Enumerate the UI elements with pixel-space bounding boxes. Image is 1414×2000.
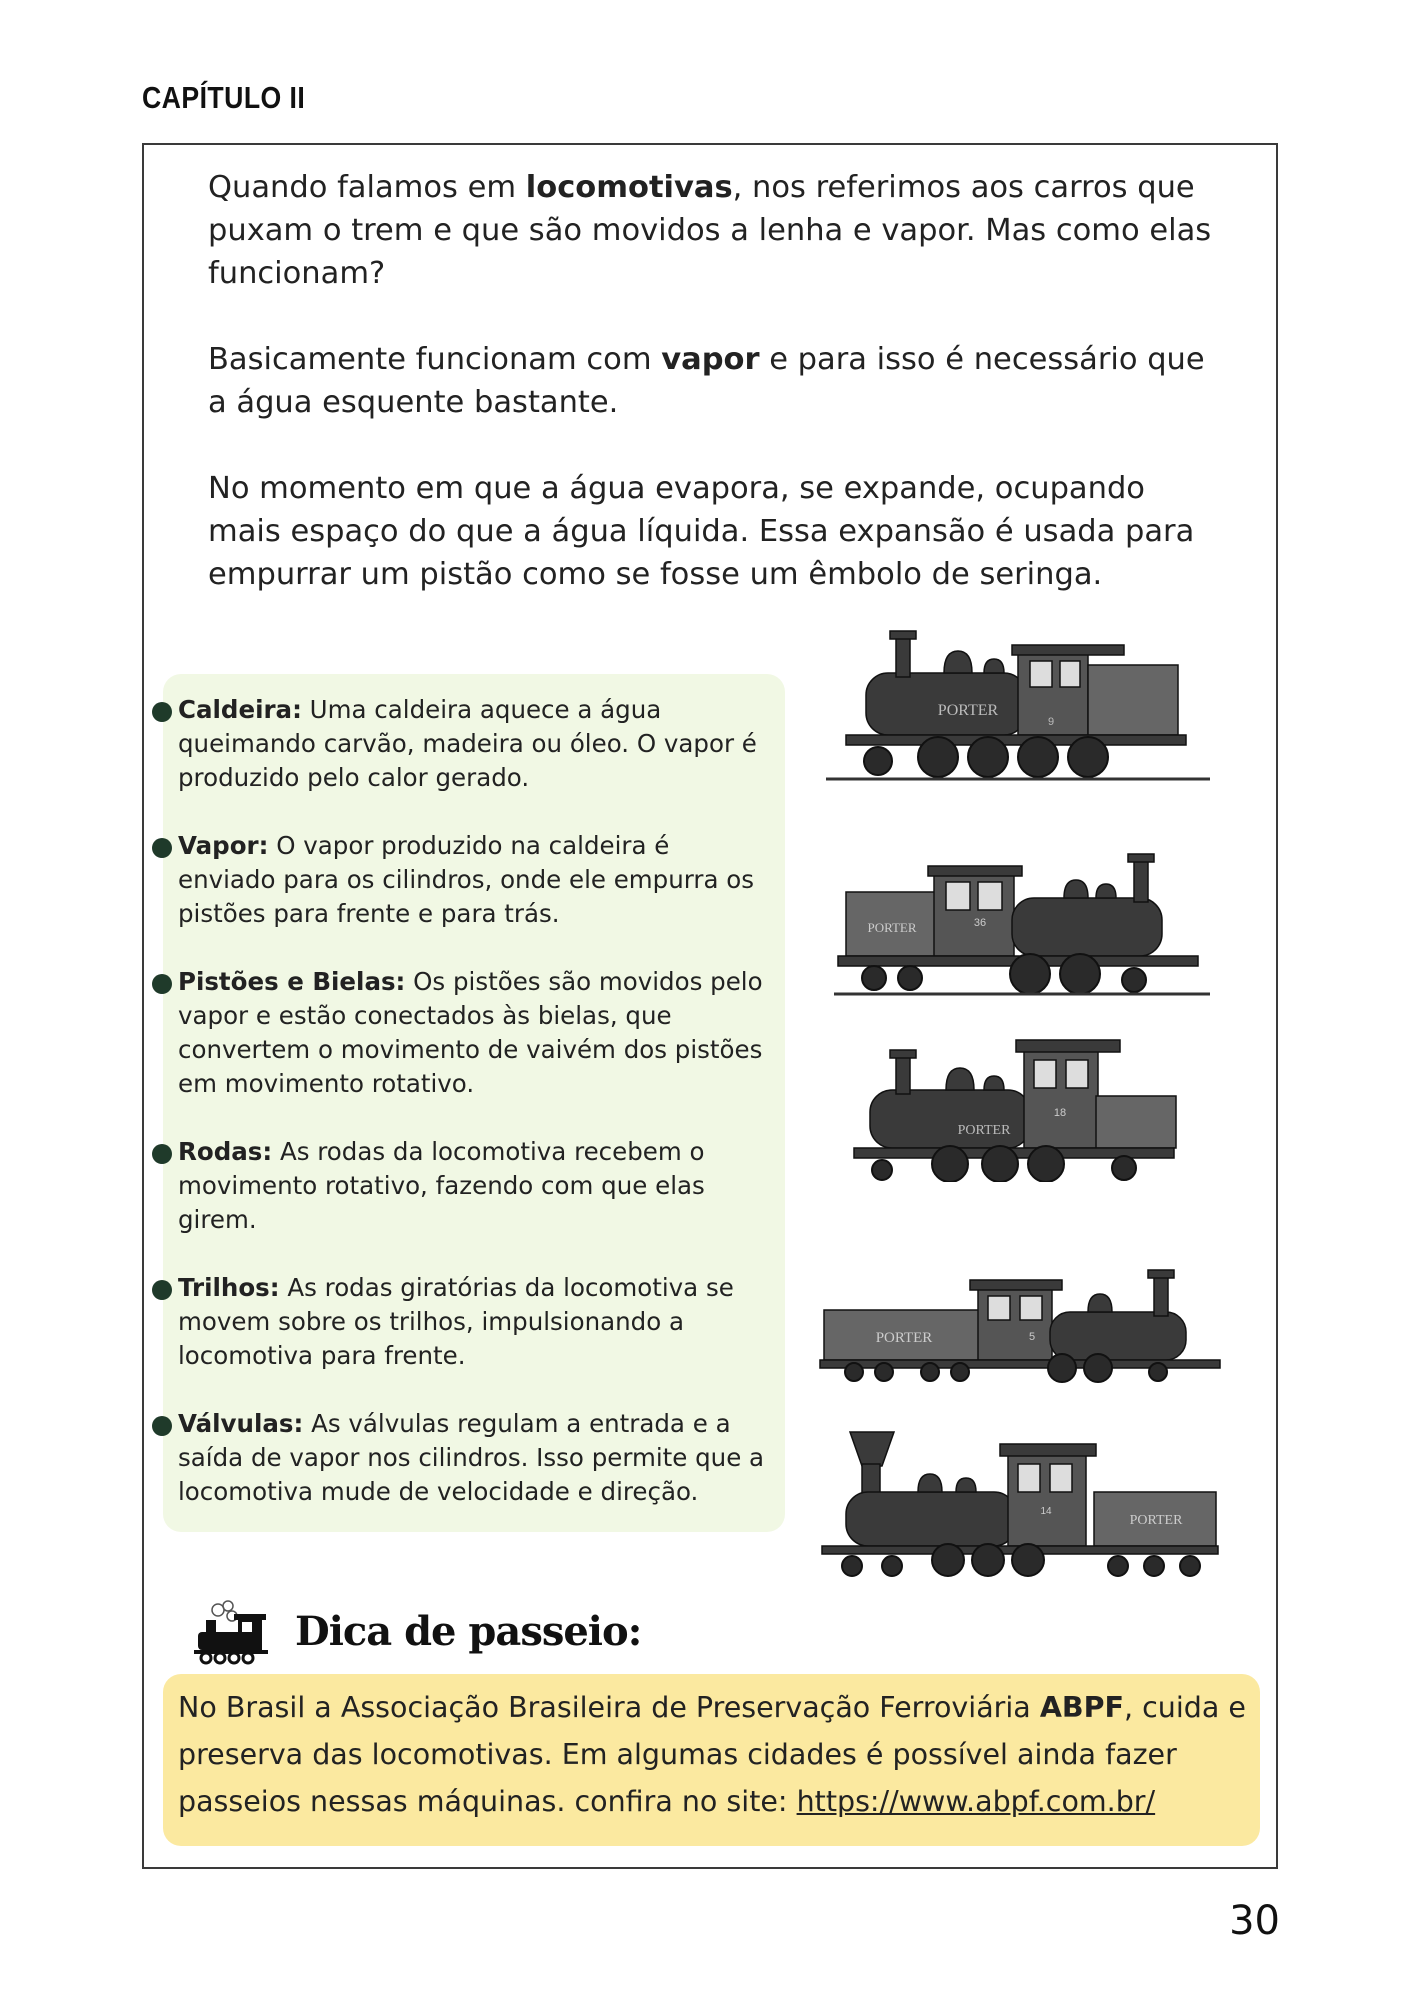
chapter-heading: CAPÍTULO II [142,80,306,115]
locomotive-plate: PORTER [957,1123,1011,1138]
tip-abbr: ABPF [1039,1691,1124,1724]
locomotive-illustration [826,625,1210,785]
locomotive-illustration [818,1428,1230,1580]
bullet-icon [152,974,172,994]
list-item [152,965,772,1101]
part-description: O vapor produzido na caldeira é enviado para os cilindros, onde ele empurra os pistões para frente e para trás. [178,831,755,928]
list-item [152,1135,772,1237]
intro-p2-rest: e para isso é necessário que a água esquente bastante. [208,342,1205,420]
intro-p2-bold: vapor [661,342,760,377]
part-description: Uma caldeira aquece a água queimando carvão, madeira ou óleo. O vapor é produzido pelo calor gerado. [178,695,757,792]
abpf-link[interactable]: https://www.abpf.com.br/ [796,1785,1156,1818]
part-description: As rodas da locomotiva recebem o movimento rotativo, fazendo com que elas girem. [178,1137,705,1234]
list-item [152,1407,772,1509]
intro-p1-rest: , nos referimos aos carros que puxam o trem e que são movidos a lenha e vapor. Mas como elas funcionam? [208,170,1212,291]
tip-text [178,1684,1253,1825]
locomotive-plate: PORTER [1129,1513,1183,1528]
tip-text-start: No Brasil a Associação Brasileira de Preservação Ferroviária [178,1691,1040,1724]
intro-p2-text: Basicamente funcionam com [208,342,662,377]
locomotive-plate: PORTER [867,920,917,935]
part-term: Trilhos: [178,1273,280,1302]
locomotive-plate: PORTER [937,702,999,719]
list-item [152,693,772,795]
tip-title: Dica de passeio: [295,1608,642,1655]
tip-text-rest: , cuida e preserva das locomotivas. Em algumas cidades é possível ainda fazer passeios nessas máquinas. confira no site: [178,1691,1246,1818]
locomotive-number: 18 [1053,1107,1067,1119]
bullet-icon [152,1144,172,1164]
list-item [152,1271,772,1373]
page-number: 30 [1229,1898,1280,1944]
parts-list [152,693,772,1543]
part-description: As rodas giratórias da locomotiva se movem sobre os trilhos, impulsionando a locomotiva para frente. [178,1273,734,1370]
part-description: As válvulas regulam a entrada e a saída de vapor nos cilindros. Isso permite que a locomotiva mude de velocidade e direção. [178,1409,765,1506]
locomotive-number: 14 [1040,1506,1052,1517]
intro-text [208,166,1218,639]
list-item [152,829,772,931]
bullet-icon [152,702,172,722]
part-description: Os pistões são movidos pelo vapor e estão conectados às bielas, que convertem o movimento de vaivém dos pistões em movimento rotativo. [178,967,763,1098]
train-icon [192,1600,270,1666]
intro-p1-text: Quando falamos em [208,170,526,205]
bullet-icon [152,1416,172,1436]
tip-header [192,1600,892,1670]
locomotive-number: 5 [1028,1331,1036,1343]
intro-p1-bold: locomotivas [525,170,733,205]
intro-paragraph-2 [208,338,1218,424]
locomotive-illustration [834,852,1210,998]
locomotive-number: 9 [1047,716,1055,728]
part-term: Vapor: [178,831,269,860]
locomotive-number: 36 [973,917,987,929]
locomotive-illustration [818,1268,1230,1384]
intro-paragraph-1 [208,166,1218,295]
intro-paragraph-3: No momento em que a água evapora, se expande, ocupando mais espaço do que a água líquida. Essa expansão é usada para empurrar um pistão como se fosse um êmbolo de seringa. [208,471,1195,592]
part-term: Caldeira: [178,695,302,724]
locomotive-plate: PORTER [875,1330,933,1346]
part-term: Pistões e Bielas: [178,967,406,996]
bullet-icon [152,1280,172,1300]
part-term: Válvulas: [178,1409,304,1438]
part-term: Rodas: [178,1137,273,1166]
bullet-icon [152,838,172,858]
locomotive-illustration [834,1030,1194,1182]
